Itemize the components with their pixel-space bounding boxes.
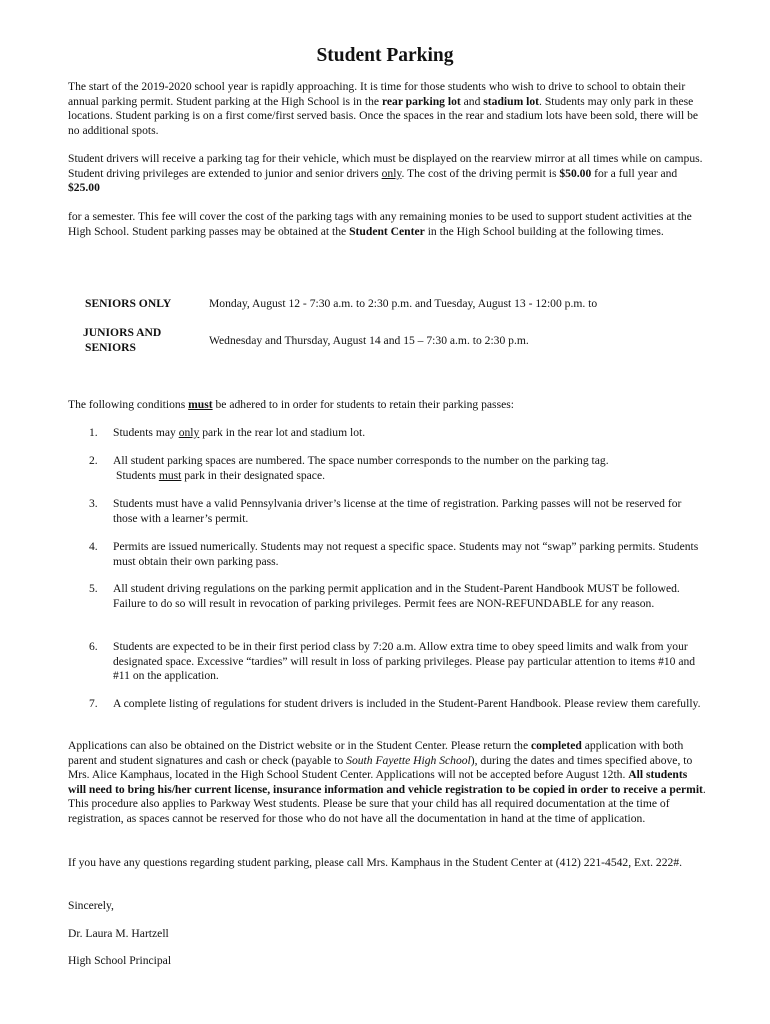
list-item-text: All student driving regulations on the parking permit application and in the Student-Parent Handbook MUST be followed. Failure to do so will result in revocation of parking privileges. Permit fees are NON-REFUNDABLE for any reason. bbox=[113, 582, 680, 610]
item-text: park in their designated space. bbox=[181, 468, 325, 482]
intro-paragraph-1 bbox=[68, 80, 708, 138]
intro-text: in the High School building at the following times. bbox=[424, 224, 664, 238]
list-item-text: Students must have a valid Pennsylvania driver’s license at the time of registration. Parking passes will not be reserved for those with a learner’s permit. bbox=[113, 497, 682, 525]
schedule-value-seniors: Monday, August 12 - 7:30 a.m. to 2:30 p.m. and Tuesday, August 13 - 12:00 p.m. to bbox=[209, 297, 598, 310]
conditions-text: The following conditions bbox=[68, 398, 189, 411]
page-title: Student Parking bbox=[316, 45, 454, 66]
item-text: All student parking spaces are numbered. The space number corresponds to the number on the parking tag. bbox=[113, 454, 609, 467]
intro-text: . The cost of the driving permit is bbox=[401, 166, 560, 180]
list-item-text: Permits are issued numerically. Students may not request a specific space. Students may not “swap” parking permits. Students must obtain their own parking pass. bbox=[113, 540, 699, 568]
list-number: 3. bbox=[89, 497, 98, 510]
intro-text: and bbox=[460, 94, 484, 108]
requirements-text: All students will need to bring his/her current license, insurance information and vehicle registration to be copied in order to receive a permit bbox=[68, 768, 703, 796]
list-number: 4. bbox=[89, 540, 98, 553]
schedule-label-seniors: SENIORS ONLY bbox=[85, 297, 172, 310]
applications-text: . This procedure also applies to Parkway West students. Please be sure that your child has all required documentation at the time of registration, as spaces cannot be reserved for those who do not have all the documentation in hand at the time of application. bbox=[68, 782, 706, 825]
student-center-text: Student Center bbox=[349, 224, 425, 238]
item-text: Students bbox=[116, 468, 159, 482]
intro-text: for a full year and bbox=[591, 166, 678, 180]
closing: Sincerely, bbox=[68, 899, 114, 912]
applications-text: application with both parent and student signatures and cash or check (payable to bbox=[68, 739, 684, 767]
conditions-text: be adhered to in order for students to retain their parking passes: bbox=[212, 398, 514, 411]
semester-price: $25.00 bbox=[68, 181, 100, 195]
schedule-label-juniors bbox=[83, 326, 161, 355]
intro-text: . Students may only park in these locations. Student parking is on a first come/first served basis. Once the spaces in the rear and stadium lots have been sold, there will be no additional spots. bbox=[68, 94, 699, 137]
signer-title: High School Principal bbox=[68, 954, 172, 967]
applications-text: ), during the dates and times specified above, to Mrs. Alice Kamphaus, located in the High School Student Center. Applications will not be accepted before August 12th. bbox=[68, 753, 693, 782]
list-item-text: Students are expected to be in their first period class by 7:20 a.m. Allow extra time to obey speed limits and walk from your designated space. Excessive “tardies” will result in loss of parking privileges. Please pay particular attention to items #10 and #11 on the application. bbox=[113, 640, 696, 683]
schedule-label-line: JUNIORS AND bbox=[83, 326, 162, 339]
list-number: 2. bbox=[89, 454, 98, 467]
conditions-intro bbox=[68, 398, 708, 413]
list-item-text bbox=[113, 426, 703, 441]
intro-text: The start of the 2019-2020 school year is rapidly approaching. It is time for those students who wish to drive to school to obtain their annual parking permit. Student parking at the High School is in the bbox=[68, 80, 686, 108]
intro-text: for a semester. This fee will cover the cost of the parking tags with any remaining monies to be used to support student activities at the High School. Student parking passes may be obtained at the bbox=[68, 210, 692, 238]
only-text: only bbox=[381, 166, 402, 180]
questions-paragraph: If you have any questions regarding student parking, please call Mrs. Kamphaus in the Student Center at (412) 221-4542, Ext. 222#. bbox=[68, 856, 683, 869]
item-text: park in the rear lot and stadium lot. bbox=[199, 426, 366, 439]
list-number: 7. bbox=[89, 697, 98, 710]
list-number: 1. bbox=[89, 426, 98, 439]
full-year-price: $50.00 bbox=[559, 166, 592, 180]
school-name: South Fayette High School bbox=[346, 753, 471, 767]
applications-paragraph bbox=[68, 739, 708, 827]
list-number: 6. bbox=[89, 640, 98, 653]
intro-paragraph-2 bbox=[68, 152, 708, 196]
item-underlined: only bbox=[178, 426, 200, 439]
item-text: Students may bbox=[113, 426, 179, 439]
list-number: 5. bbox=[89, 582, 98, 595]
rear-lot-text: rear parking lot bbox=[381, 94, 461, 108]
schedule-value-juniors: Wednesday and Thursday, August 14 and 15 – 7:30 a.m. to 2:30 p.m. bbox=[209, 334, 529, 347]
list-item-text bbox=[113, 454, 703, 483]
intro-text: Student drivers will receive a parking tag for their vehicle, which must be displayed on the rearview mirror at all times while on campus. Student driving privileges are extended to junior and senior drivers bbox=[68, 152, 703, 180]
schedule-label-line: SENIORS bbox=[85, 340, 136, 354]
list-item-text: A complete listing of regulations for student drivers is included in the Student-Parent Handbook. Please review them carefully. bbox=[113, 697, 701, 710]
completed-text: completed bbox=[531, 739, 582, 752]
intro-paragraph-3 bbox=[68, 210, 708, 239]
must-text: must bbox=[188, 398, 213, 411]
applications-text: Applications can also be obtained on the District website or in the Student Center. Please return the bbox=[68, 739, 531, 752]
item-underlined: must bbox=[158, 468, 182, 482]
stadium-lot-text: stadium lot bbox=[483, 94, 540, 108]
signer-name: Dr. Laura M. Hartzell bbox=[68, 927, 169, 940]
